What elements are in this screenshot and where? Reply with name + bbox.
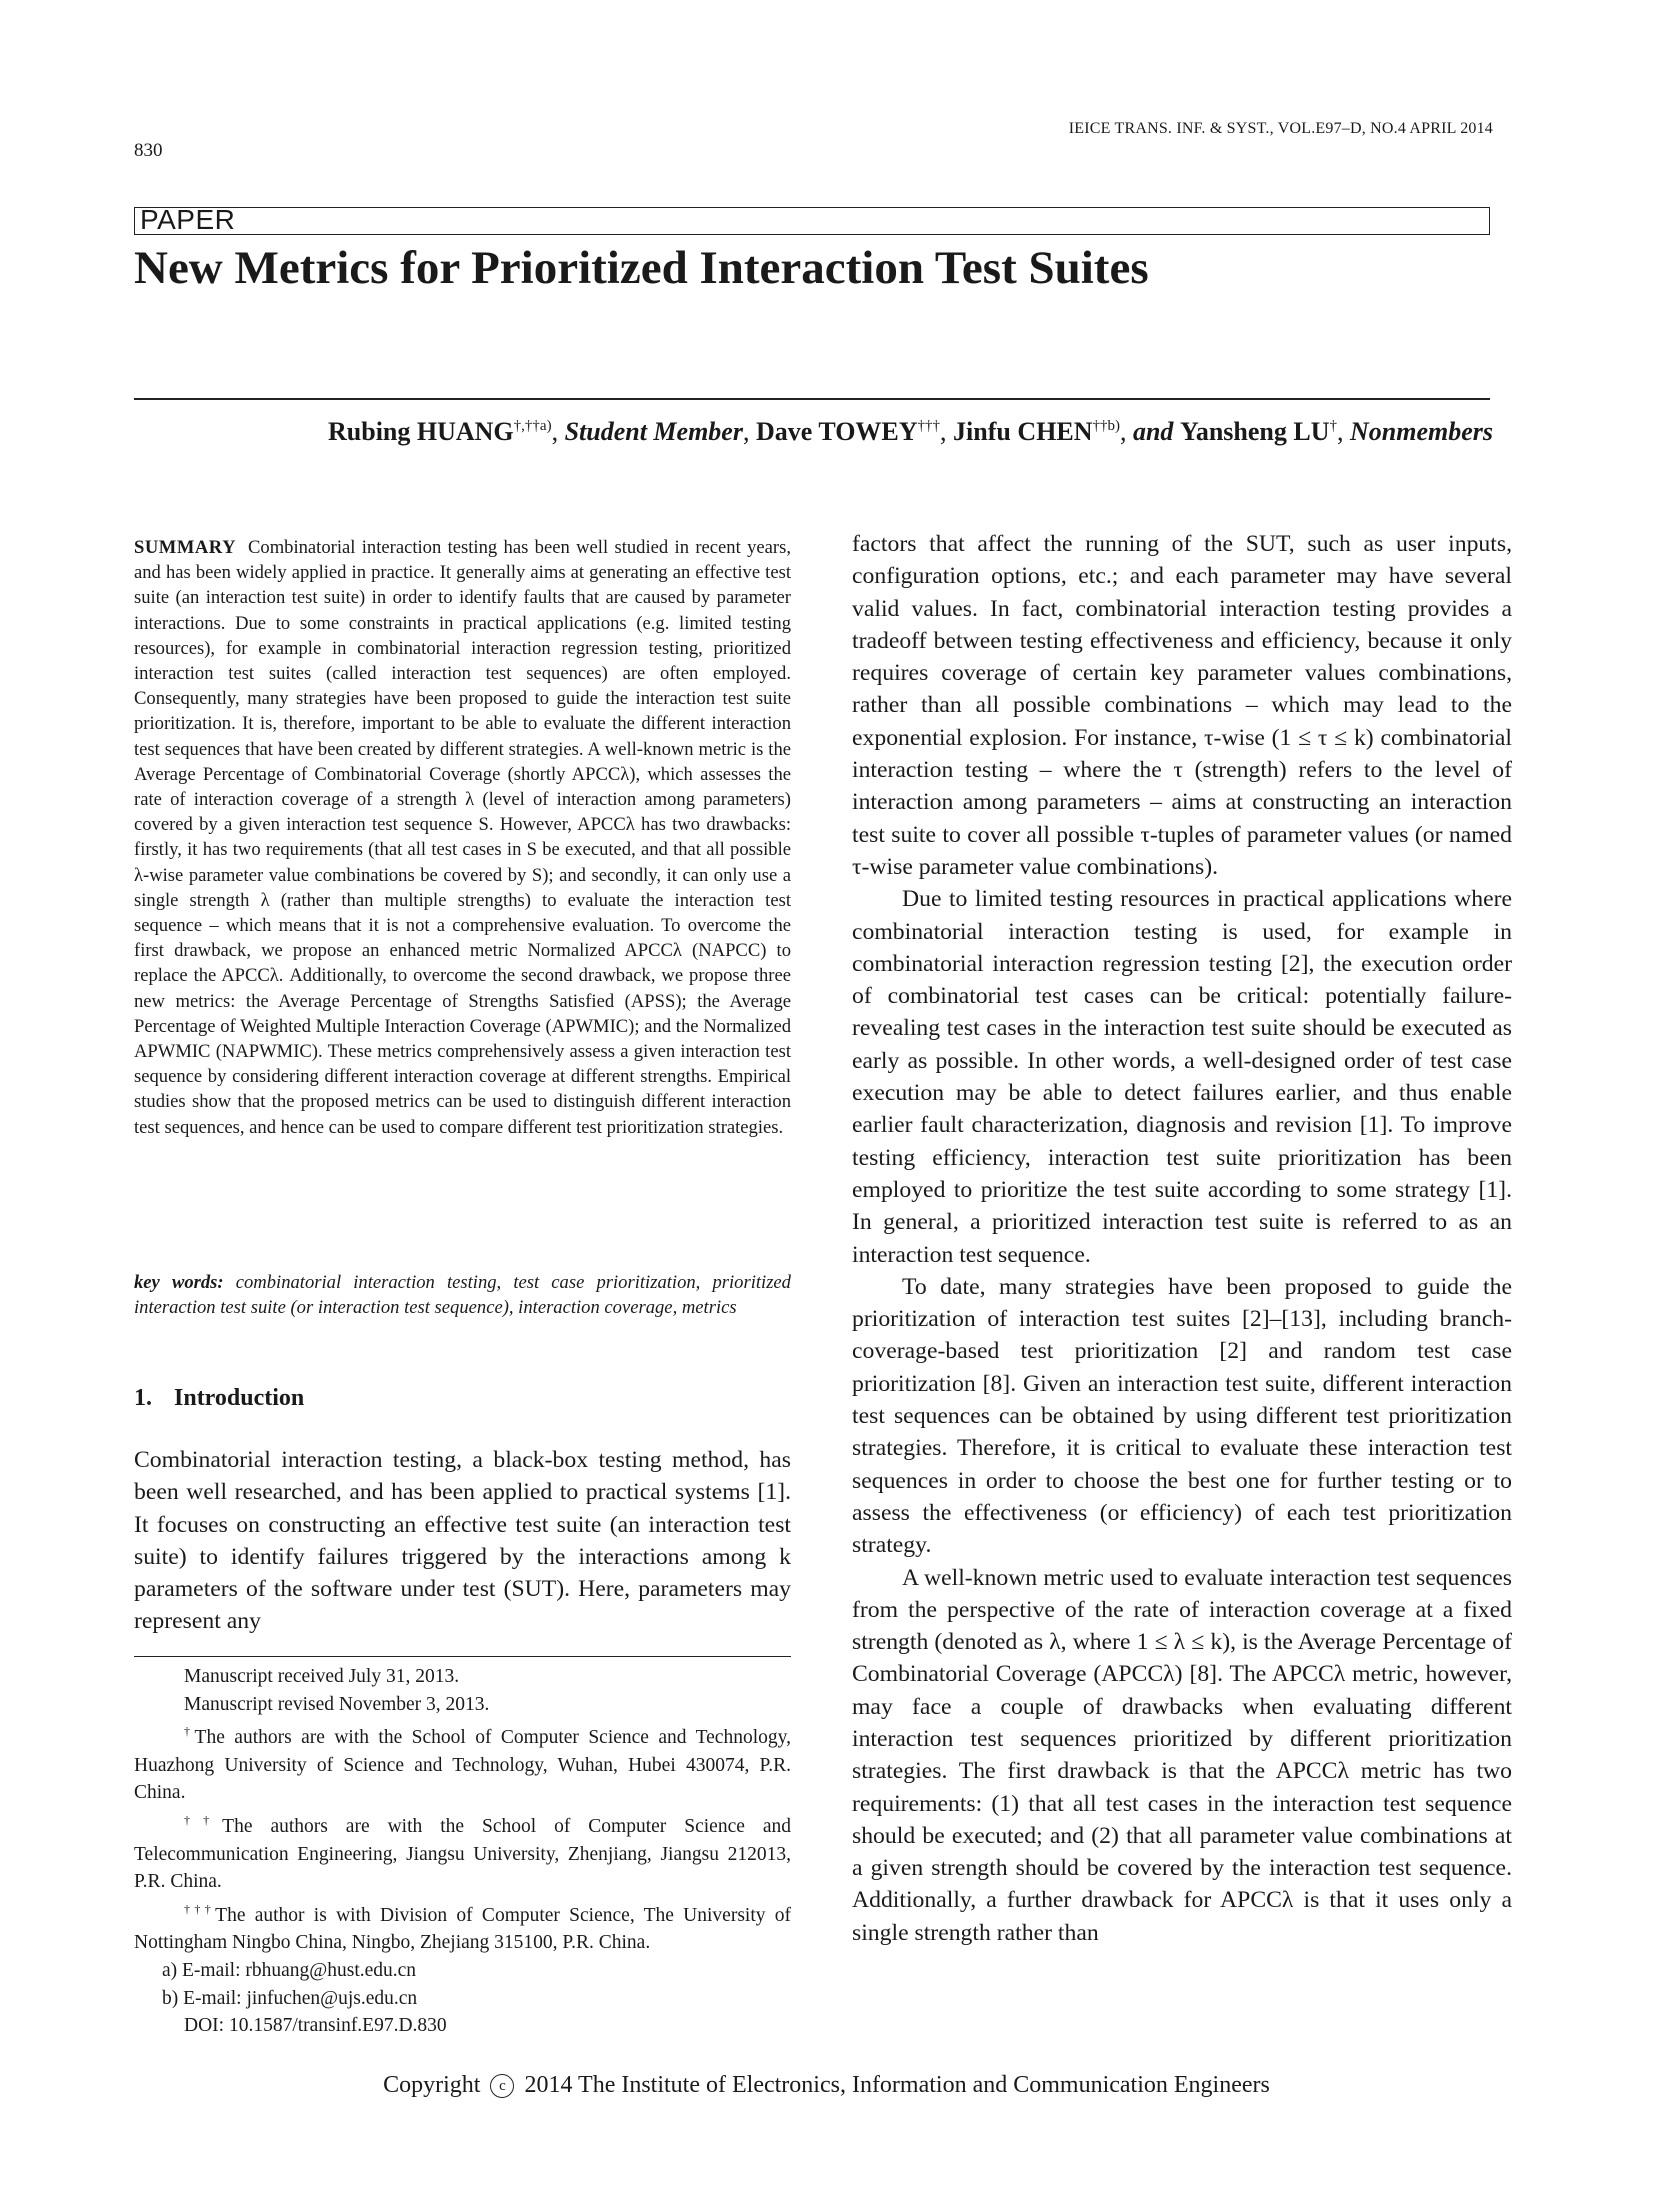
author-line: Rubing $HUANG^{\dagger,\dagger\dagger a)}$, Student Member, Dave TOWEY†††, Jinfu CHEN$^{\dagger\dagger b)}$, and Yansheng LU†, Nonmembers xyxy=(328,417,1493,446)
author-membership: Nonmembers xyxy=(1350,417,1493,446)
footnote-text: The author is with Division of Computer Science, The University of Nottingham Ningbo China, Ningbo, Zhejiang 315100, P.R. China. xyxy=(134,1904,791,1954)
copyright-prefix: Copyright xyxy=(383,2072,481,2098)
author-affiliation-mark: †,††a) xyxy=(513,418,552,434)
copyright-icon: c xyxy=(490,2074,514,2098)
summary-text: Combinatorial interaction testing has been well studied in recent years, and has been widely applied in practice. It generally aims at generating an effective test suite (an interaction test suite) in order to identify faults that are caused by parameter interactions. Due to some constraints in practical applications (e.g. limited testing resources), for example in combinatorial interaction regression testing, prioritized interaction test suites (called interaction test sequences) are often employed. Consequently, many strategies have been proposed to guide the interaction test suite prioritization. It is, therefore, important to be able to evaluate the different interaction test sequences that have been created by different strategies. A well-known metric is the Average Percentage of Combinatorial Coverage (shortly APCCλ), which assesses the rate of interaction coverage of a strength λ (level of interaction among parameters) covered by a given interaction test sequence S. However, APCCλ has two drawbacks: firstly, it has two requirements (that all test cases in S be executed, and that all possible λ-wise parameter value combinations be covered by S); and secondly, it can only use a single strength λ (rather than multiple strengths) to evaluate the interaction test sequence – which means that it is not a comprehensive evaluation. To overcome the first drawback, we propose an enhanced metric Normalized APCCλ (NAPCC) to replace the APCCλ. Additionally, to overcome the second drawback, we propose three new metrics: the Average Percentage of Strengths Satisfied (APSS); the Average Percentage of Weighted Multiple Interaction Coverage (APWMIC); and the Normalized APWMIC (NAPWMIC). These metrics comprehensively assess a given interaction test sequence by considering different interaction coverage at different strengths. Empirical studies show that the proposed metrics can be used to distinguish different interaction test sequences, and hence can be used to compare different test prioritization strategies. xyxy=(134,537,791,1138)
author-name: Jinfu CHEN xyxy=(953,417,1093,446)
keywords-text: combinatorial interaction testing, test case prioritization, prioritized interaction test suite (or interaction test sequence), interaction coverage, metrics xyxy=(134,1272,791,1319)
body-paragraph: A well-known metric used to evaluate interaction test sequences from the perspective of the rate of interaction coverage at a fixed strength (denoted as λ, where 1 ≤ λ ≤ k), is the Average Percentage of Combinatorial Coverage (APCCλ) [8]. The APCCλ metric, however, may face a couple of drawbacks when evaluating different interaction test sequences prioritized by different prioritization strategies. The first drawback is that the APCCλ metric has two requirements: (1) that all test cases in the interaction test sequence should be executed; and (2) that all parameter value combinations at a given strength should be covered by the interaction test sequence. Additionally, a further drawback for APCCλ is that it uses only a single strength rather than xyxy=(852,1564,1512,1946)
summary-label: SUMMARY xyxy=(134,537,236,558)
footnote-received: Manuscript received July 31, 2013. xyxy=(184,1666,460,1687)
footnote-mark: †† xyxy=(184,1812,223,1827)
footnote-text: The authors are with the School of Computer Science and Technology, Huazhong University of Science and Technology, Wuhan, Hubei 430074, P.R. China. xyxy=(134,1727,791,1804)
paper-label: PAPER xyxy=(140,204,236,235)
keywords-label: key words: xyxy=(134,1272,224,1293)
body-paragraph: To date, many strategies have been proposed to guide the prioritization of interaction test suites [2]–[13], including branch-coverage-based test prioritization [2] and random test case prioritization [8]. Given an interaction test suite, different interaction test sequences can be obtained by using different test prioritization strategies. Therefore, it is critical to evaluate these interaction test sequences in order to choose the best one for further testing or to assess the effectiveness (or efficiency) of each test prioritization strategy. xyxy=(852,1273,1512,1559)
footnote-affiliation xyxy=(134,1807,791,1896)
section-number: 1. xyxy=(134,1385,152,1411)
footnote-text: The authors are with the School of Computer Science and Telecommunication Engineering, Jiangsu University, Zhenjiang, Jiangsu 212013, P.R. China. xyxy=(134,1815,791,1893)
footnote-mark: ††† xyxy=(184,1901,216,1916)
footnote-affiliation xyxy=(134,1896,791,1957)
section-heading xyxy=(134,1385,791,1412)
body-paragraph: Due to limited testing resources in practical applications where combinatorial interaction testing is used, for example in combinatorial interaction regression testing [2], the execution order of combinatorial test cases can be critical: potentially failure-revealing test cases in the interaction test suite should be executed as early as possible. In other words, a well-designed order of test case execution may be able to detect failures earlier, and thus enable earlier fault characterization, diagnosis and revision [1]. To improve testing efficiency, interaction test suite prioritization has been employed to prioritize the test suite according to some strategy [1]. In general, a prioritized interaction test suite is referred to as an interaction test sequence. xyxy=(852,886,1512,1268)
keywords xyxy=(134,1270,791,1320)
author-name: Rubing HUANG xyxy=(328,417,514,446)
author-name: Dave TOWEY xyxy=(755,417,918,446)
author-affiliation-mark: ††b) xyxy=(1092,418,1120,434)
footnote-revised: Manuscript revised November 3, 2013. xyxy=(184,1693,490,1715)
page-number: 830 xyxy=(134,140,163,161)
footnote-email: a) E-mail: rbhuang@hust.edu.cn xyxy=(162,1959,417,1981)
paper-label-box xyxy=(134,204,1490,235)
author-rule xyxy=(134,398,1490,400)
footnotes xyxy=(134,1663,791,2040)
author-name: Yansheng LU xyxy=(1179,417,1330,446)
footnote-doi: DOI: 10.1587/transinf.E97.D.830 xyxy=(184,2015,447,2037)
summary-abstract xyxy=(134,535,791,1140)
intro-paragraph-left: Combinatorial interaction testing, a black-box testing method, has been well researched, and has been applied to practical systems [1]. It focuses on constructing an effective test suite (an interaction test suite) to identify failures triggered by the interactions among k parameters of the software under test (SUT). Here, parameters may represent any xyxy=(134,1447,791,1635)
author-affiliation-mark: ††† xyxy=(917,418,941,434)
author-affiliation-mark: † xyxy=(1329,418,1337,434)
paper-title: New Metrics for Prioritized Interaction Test Suites xyxy=(134,242,1149,294)
copyright-line xyxy=(0,2072,1653,2099)
body-paragraph: factors that affect the running of the SUT, such as user inputs, configuration options, etc.; and each parameter may have several valid values. In fact, combinatorial interaction testing provides a tradeoff between testing effectiveness and efficiency, because it only requires coverage of certain key parameter values combinations, rather than all possible combinations – which may lead to the exponential explosion. For instance, τ-wise (1 ≤ τ ≤ k) combinatorial interaction testing – where the τ (strength) refers to the level of interaction among parameters – aims at constructing an interaction test suite to cover all possible τ-tuples of parameter values (or named τ-wise parameter value combinations). xyxy=(852,531,1512,880)
footnote-mark: † xyxy=(184,1724,195,1739)
footnote-rule xyxy=(134,1656,791,1657)
footnote-email: b) E-mail: jinfuchen@ujs.edu.cn xyxy=(162,1987,418,2009)
footnote-affiliation xyxy=(134,1718,791,1807)
author-membership: Student Member xyxy=(564,417,743,446)
copyright-text: 2014 The Institute of Electronics, Information and Communication Engineers xyxy=(524,2072,1270,2098)
running-head: IEICE TRANS. INF. & SYST., VOL.E97–D, NO.4 APRIL 2014 xyxy=(1068,120,1493,137)
section-title: Introduction xyxy=(174,1385,305,1411)
intro-right-column xyxy=(852,528,1512,1949)
author-conjunction: and xyxy=(1132,417,1174,446)
